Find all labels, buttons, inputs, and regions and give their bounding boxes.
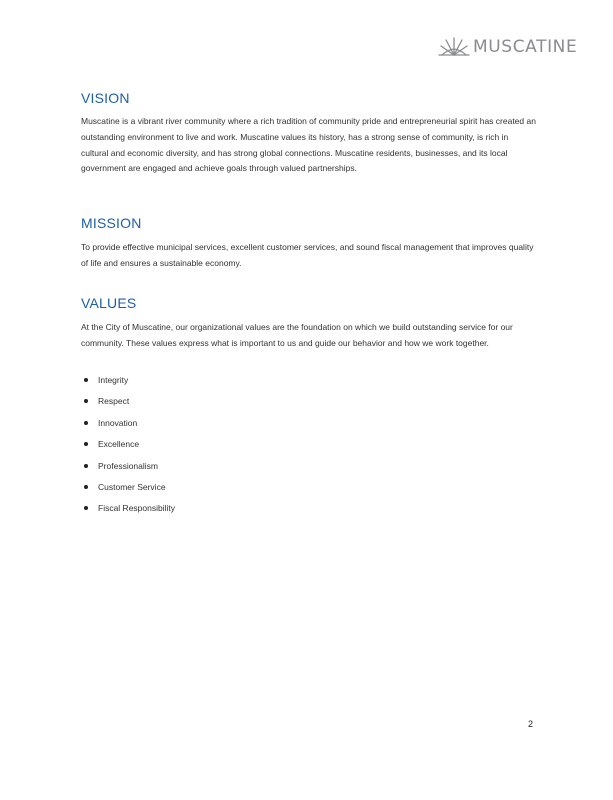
list-item (81, 459, 175, 480)
list-item (81, 373, 175, 394)
vision-paragraph: Muscatine is a vibrant river community where a rich tradition of community pride and entrepreneurial spirit has created an outstanding environment to live and work. Muscatine values its history, has a strong sense of community, is rich in cultural and economic diversity, and has strong global connections. Muscatine residents, businesses, and its local government are engaged and achieve goals through valued partnerships. (81, 116, 536, 174)
values-list (81, 373, 175, 523)
list-item (81, 501, 175, 522)
sunburst-logo-icon (437, 36, 471, 58)
value-label: Innovation (98, 417, 138, 428)
bullet-icon (84, 506, 88, 510)
list-item (81, 416, 175, 437)
value-label: Excellence (98, 439, 140, 450)
muscatine-logo (437, 36, 577, 58)
list-item (81, 480, 175, 501)
page-number: 2 (528, 719, 534, 729)
value-label: Fiscal Responsibility (98, 503, 175, 514)
value-label: Professionalism (98, 460, 158, 471)
logo-wordmark: MUSCATINE (473, 37, 578, 57)
bullet-icon (84, 464, 88, 468)
value-label: Customer Service (98, 481, 166, 492)
mission-heading: MISSION (81, 215, 142, 231)
values-heading: VALUES (81, 295, 137, 311)
mission-paragraph: To provide effective municipal services, excellent customer services, and sound fiscal management that improves quality of life and ensures a sustainable economy. (81, 242, 534, 268)
value-label: Integrity (98, 375, 129, 385)
list-item (81, 437, 175, 458)
bullet-icon (84, 399, 88, 403)
vision-heading: VISION (81, 90, 130, 106)
bullet-icon (84, 378, 88, 382)
bullet-icon (84, 421, 88, 425)
list-item (81, 394, 175, 415)
value-label: Respect (98, 396, 130, 407)
values-intro-paragraph: At the City of Muscatine, our organizational values are the foundation on which we build outstanding service for our community. These values express what is important to us and guide our behavior and how we work together. (81, 322, 513, 348)
bullet-icon (84, 442, 88, 446)
bullet-icon (84, 485, 88, 489)
